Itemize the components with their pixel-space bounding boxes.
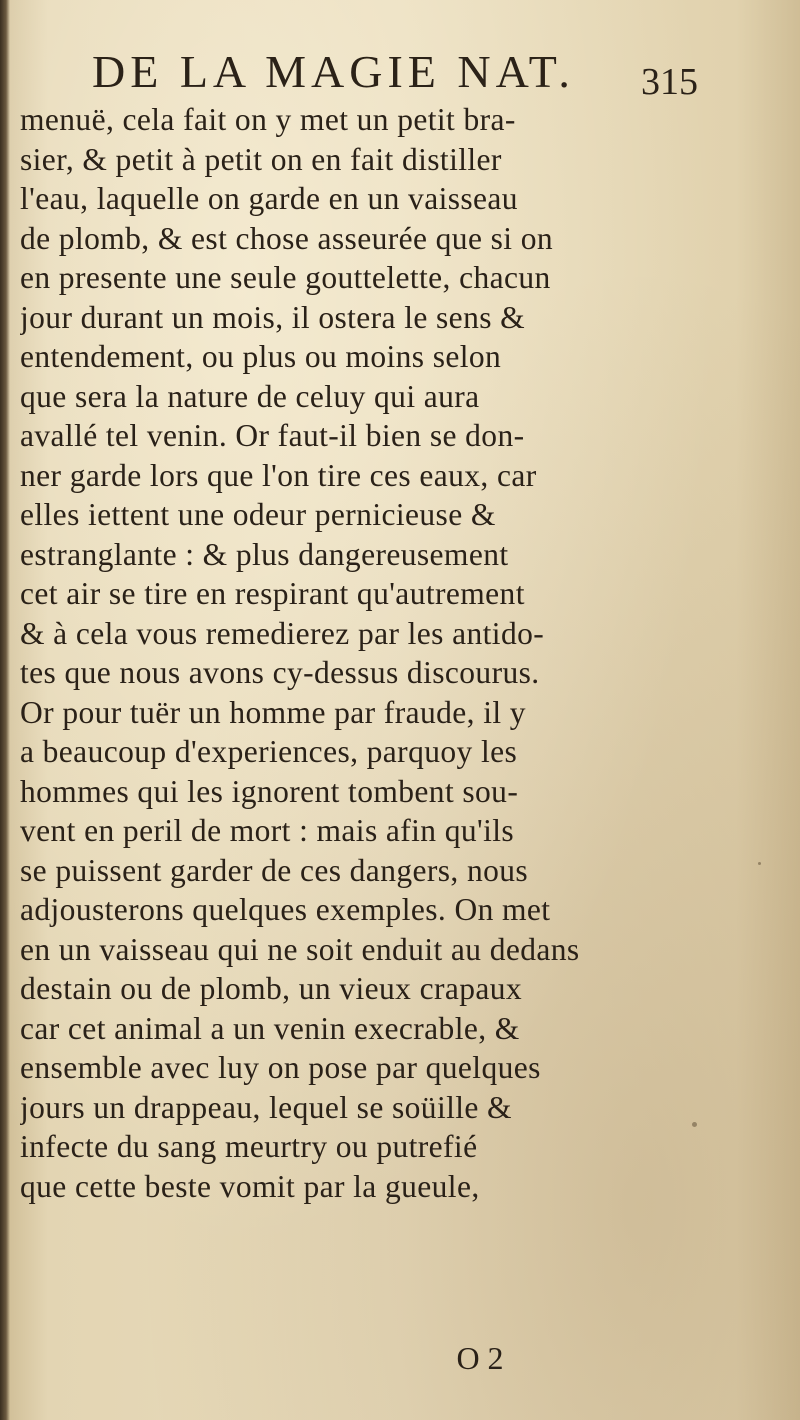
text-line: cet air se tire en respirant qu'autrement (20, 576, 525, 611)
text-line: car cet animal a un venin execrable, & (20, 1010, 520, 1046)
text-line: en presente une seule gouttelette, chacun (20, 260, 551, 295)
text-line: infecte du sang meurtry ou putrefié (20, 1129, 478, 1164)
text-line: & à cela vous remedierez par les antido- (20, 615, 545, 651)
text-line: Or pour tuër un homme par fraude, il y (20, 694, 526, 730)
body-text (20, 100, 680, 1206)
text-line: jour durant un mois, il ostera le sens & (20, 299, 526, 335)
text-line: en un vaisseau qui ne soit enduit au dedans (20, 931, 580, 967)
text-line: que cette beste vomit par la gueule, (20, 1168, 480, 1204)
signature-mark: O 2 (456, 1340, 504, 1376)
text-line: menuë, cela fait on y met un petit bra- (20, 102, 516, 137)
text-line: de plomb, & est chose asseurée que si on (20, 220, 553, 256)
text-line: entendement, ou plus ou moins selon (20, 339, 502, 374)
text-line: a beaucoup d'experiences, parquoy les (20, 734, 518, 769)
page-number: 315 (641, 61, 698, 103)
book-binding-edge (0, 0, 10, 1420)
text-line: tes que nous avons cy-dessus discourus. (20, 655, 540, 690)
text-line: ensemble avec luy on pose par quelques (20, 1050, 541, 1085)
text-line: hommes qui les ignorent tombent sou- (20, 773, 519, 809)
text-line: l'eau, laquelle on garde en un vaisseau (20, 181, 518, 216)
text-line: sier, & petit à petit on en fait distiller (20, 141, 502, 177)
paper-speck (692, 1122, 697, 1127)
text-line: vent en peril de mort : mais afin qu'ils (20, 813, 515, 848)
text-line: elles iettent une odeur pernicieuse & (20, 497, 496, 532)
text-line: que sera la nature de celuy qui aura (20, 378, 480, 414)
text-line: avallé tel venin. Or faut-il bien se don- (20, 418, 525, 453)
paper-speck (758, 862, 761, 865)
text-line: se puissent garder de ces dangers, nous (20, 852, 529, 888)
page-header (92, 42, 698, 103)
text-line: adjousterons quelques exemples. On met (20, 892, 551, 927)
text-line: destain ou de plomb, un vieux crapaux (20, 971, 523, 1006)
text-line: ner garde lors que l'on tire ces eaux, car (20, 457, 537, 493)
text-line: jours un drappeau, lequel se soüille & (20, 1089, 512, 1125)
running-title: DE LA MAGIE NAT. (92, 46, 575, 97)
text-line: estranglante : & plus dangereusement (20, 536, 509, 572)
